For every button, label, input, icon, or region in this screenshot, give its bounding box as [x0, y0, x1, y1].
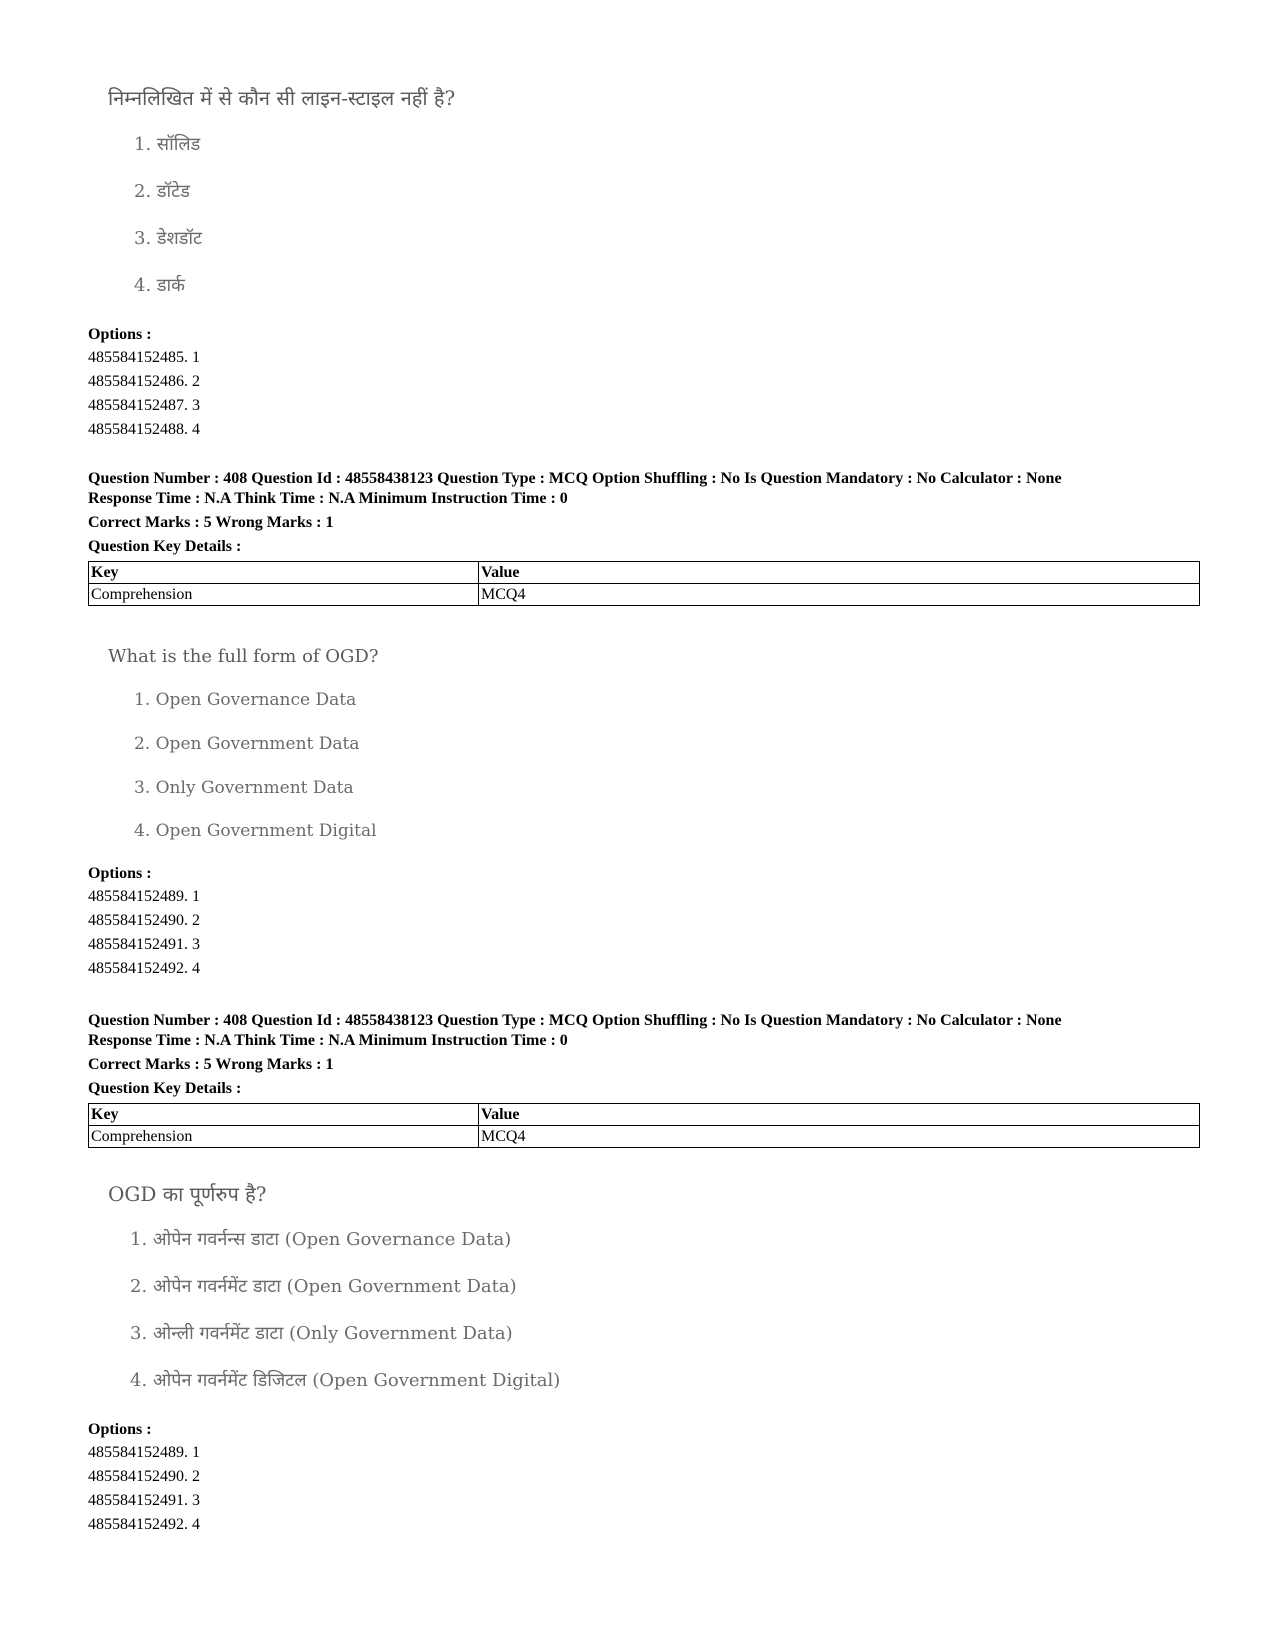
question-meta-line-1: Question Number : 408 Question Id : 48558438123 Question Type : MCQ Option Shuffling : No Is Question Mandatory : No Calculator : None — [88, 1012, 1062, 1029]
key-details-table — [88, 1103, 1200, 1148]
question-2-options-block — [88, 862, 1188, 981]
question-1-options-block — [88, 323, 1188, 442]
table-cell-key: Comprehension — [89, 584, 479, 606]
question-2-image — [108, 646, 379, 841]
question-3-option-1: 1. ओपेन गवर्नन्स डाटा (Open Governance Data) — [130, 1229, 512, 1250]
option-id-row: 485584152487. 3 — [88, 397, 200, 414]
question-3-text: OGD का पूर्णरुप है? — [108, 1182, 267, 1206]
option-id-row: 485584152488. 4 — [88, 421, 200, 438]
table-cell-value: MCQ4 — [479, 1126, 1200, 1148]
option-id-row: 485584152489. 1 — [88, 888, 200, 905]
options-label: Options : — [88, 865, 152, 882]
question-meta-line-1: Question Number : 408 Question Id : 48558438123 Question Type : MCQ Option Shuffling : No Is Question Mandatory : No Calculator : None — [88, 470, 1062, 487]
question-2-option-1: 1. Open Governance Data — [134, 690, 357, 710]
question-3-option-4: 4. ओपेन गवर्नमेंट डिजिटल (Open Government Digital) — [130, 1370, 561, 1391]
option-id-row: 485584152491. 3 — [88, 1492, 200, 1509]
question-1-option-1: 1. सॉलिड — [134, 134, 201, 155]
option-id-row: 485584152491. 3 — [88, 936, 200, 953]
options-label: Options : — [88, 326, 152, 343]
question-1-option-3: 3. डेशडॉट — [134, 228, 203, 249]
option-id-row: 485584152492. 4 — [88, 960, 200, 977]
question-1-text: निम्नलिखित में से कौन सी लाइन-स्टाइल नहीं है? — [108, 86, 456, 110]
option-id-row: 485584152490. 2 — [88, 1468, 200, 1485]
question-2-meta — [88, 469, 1188, 606]
question-3-options-block — [88, 1418, 1188, 1537]
question-2-text: What is the full form of OGD? — [108, 646, 379, 667]
question-1-option-4: 4. डार्क — [134, 275, 186, 296]
option-id-row: 485584152486. 2 — [88, 373, 200, 390]
option-id-row: 485584152490. 2 — [88, 912, 200, 929]
question-1-image — [108, 84, 456, 296]
question-3-option-2: 2. ओपेन गवर्नमेंट डाटा (Open Government Data) — [130, 1276, 517, 1297]
key-details-label: Question Key Details : — [88, 1080, 242, 1097]
table-header-value: Value — [479, 562, 1200, 584]
question-meta-line-2: Response Time : N.A Think Time : N.A Minimum Instruction Time : 0 — [88, 1032, 568, 1049]
question-2-option-4: 4. Open Government Digital — [134, 821, 377, 841]
question-3-option-3: 3. ओन्ली गवर्नमेंट डाटा (Only Government Data) — [130, 1323, 513, 1344]
table-cell-key: Comprehension — [89, 1126, 479, 1148]
key-details-table — [88, 561, 1200, 606]
question-3-image — [108, 1180, 561, 1391]
question-3-meta — [88, 1011, 1188, 1148]
table-header-key: Key — [89, 562, 479, 584]
option-id-row: 485584152492. 4 — [88, 1516, 200, 1533]
marks-line: Correct Marks : 5 Wrong Marks : 1 — [88, 514, 334, 531]
table-header-key: Key — [89, 1104, 479, 1126]
table-cell-value: MCQ4 — [479, 584, 1200, 606]
question-2-option-2: 2. Open Government Data — [134, 734, 360, 754]
table-header-value: Value — [479, 1104, 1200, 1126]
marks-line: Correct Marks : 5 Wrong Marks : 1 — [88, 1056, 334, 1073]
option-id-row: 485584152485. 1 — [88, 349, 200, 366]
question-meta-line-2: Response Time : N.A Think Time : N.A Minimum Instruction Time : 0 — [88, 490, 568, 507]
options-label: Options : — [88, 1421, 152, 1438]
question-2-option-3: 3. Only Government Data — [134, 778, 354, 798]
question-1-option-2: 2. डॉटेड — [134, 181, 190, 202]
option-id-row: 485584152489. 1 — [88, 1444, 200, 1461]
key-details-label: Question Key Details : — [88, 538, 242, 555]
